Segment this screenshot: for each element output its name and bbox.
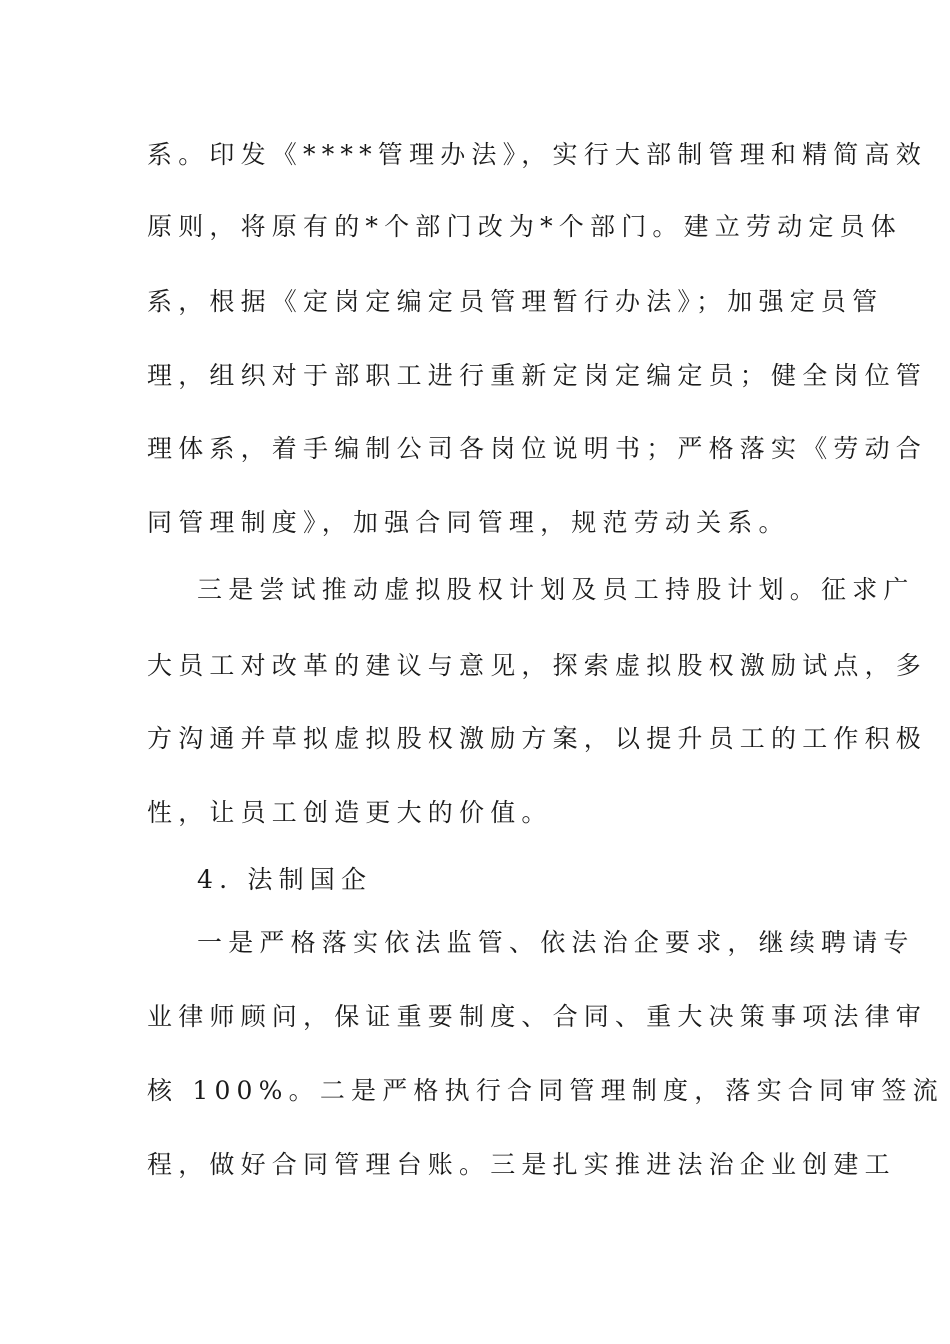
paragraph-line: 三是尝试推动虚拟股权计划及员工持股计划。征求广	[197, 575, 915, 604]
paragraph-line: 方沟通并草拟虚拟股权激励方案，以提升员工的工作积极	[147, 724, 928, 753]
paragraph-line: 原则，将原有的*个部门改为*个部门。建立劳动定员体	[147, 212, 903, 241]
paragraph-line: 性，让员工创造更大的价值。	[147, 798, 553, 827]
paragraph-line: 理，组织对于部职工进行重新定岗定编定员；健全岗位管	[147, 361, 928, 390]
paragraph-line: 系，根据《定岗定编定员管理暂行办法》；加强定员管	[147, 287, 884, 316]
section-heading: 4. 法制国企	[197, 865, 373, 894]
paragraph-line: 核 100%。二是严格执行合同管理制度，落实合同审签流	[147, 1076, 944, 1105]
paragraph-line: 同管理制度》，加强合同管理，规范劳动关系。	[147, 508, 790, 537]
paragraph-line: 一是严格落实依法监管、依法治企要求，继续聘请专	[197, 928, 915, 957]
paragraph-line: 系。印发《****管理办法》，实行大部制管理和精简高效	[147, 140, 927, 169]
paragraph-line: 业律师顾问，保证重要制度、合同、重大决策事项法律审	[147, 1002, 928, 1031]
paragraph-line: 程，做好合同管理台账。三是扎实推进法治企业创建工	[147, 1150, 896, 1179]
paragraph-line: 理体系，着手编制公司各岗位说明书；严格落实《劳动合	[147, 434, 928, 463]
paragraph-line: 大员工对改革的建议与意见，探索虚拟股权激励试点，多	[147, 651, 928, 680]
